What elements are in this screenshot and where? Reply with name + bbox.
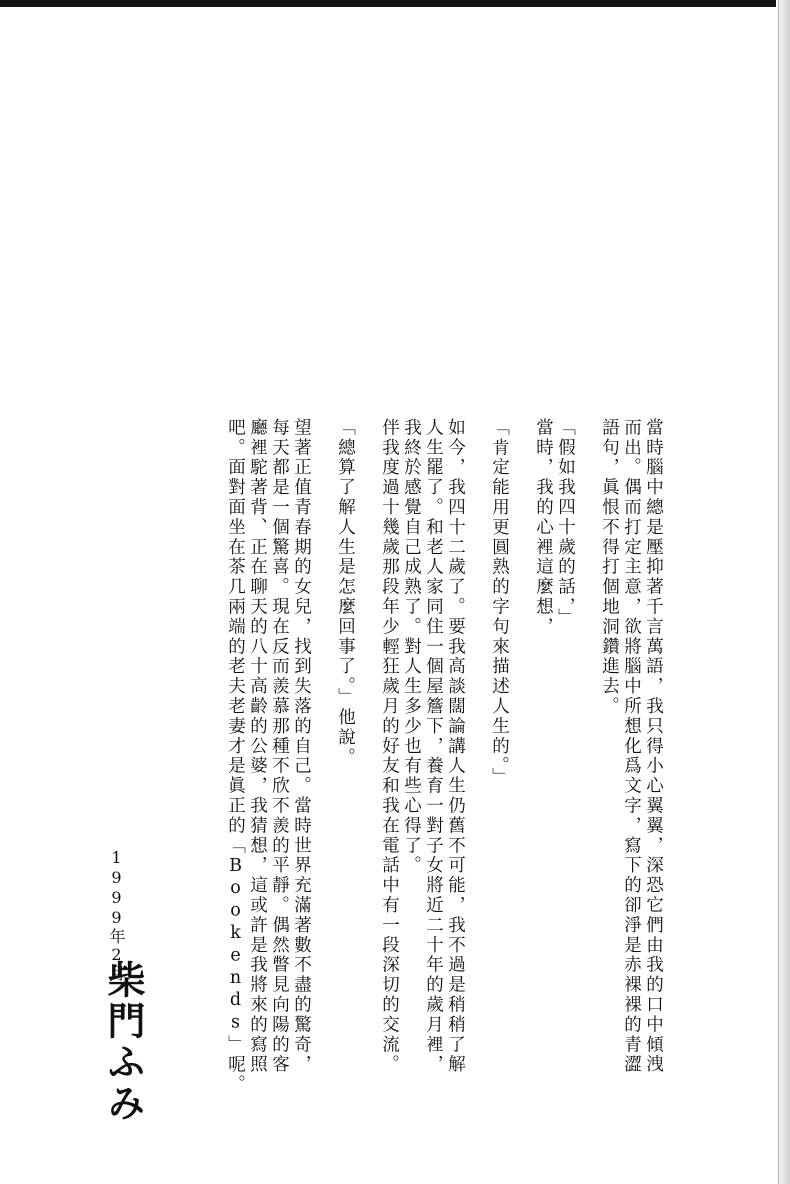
essay-column: 人生罷了。和老人家同住一個屋簷下，養育一對子女將近二十年的歲月裡，	[423, 418, 444, 1075]
essay-column: 每天都是一個驚喜。現在反而羨慕那種不欣不羨的平靜。偶然瞥見向陽的客	[269, 418, 290, 1075]
essay-column: 當時腦中總是壓抑著千言萬語，我只得小心翼翼，深恐它們由我的口中傾洩	[643, 418, 664, 1075]
essay-column: 如今，我四十二歲了。要我高談闊論講人生仍舊不可能，我不過是稍稍了解	[445, 418, 466, 1075]
author-signature: 柴門ふみ	[101, 960, 145, 1124]
essay-column: 「肯定能用更圓熟的字句來描述人生的。」	[489, 418, 510, 788]
essay-column: 吧。面對面坐在茶几兩端的老夫老妻才是眞正的「Bookends」呢。	[225, 418, 246, 1095]
essay-column: 「總算了解人生是怎麼回事了。」他說。	[335, 418, 356, 768]
essay-column: 語句，眞恨不得打個地洞鑽進去。	[599, 418, 620, 717]
page-right-edge	[776, 0, 790, 1184]
essay-column: 「假如我四十歲的話，」	[555, 418, 576, 629]
date-line: 1999年2月	[107, 848, 126, 982]
essay-column: 廳裡駝著背、正在聊天的八十高齡的公婆，我猜想，這或許是我將來的寫照	[247, 418, 268, 1075]
essay-column: 伴我度過十幾歲那段年少輕狂歲月的好友和我在電話中有一段深切的交流。	[379, 418, 400, 1075]
page-top-edge	[0, 0, 790, 7]
essay-column: 望著正值青春期的女兒，找到失落的自己。當時世界充滿著數不盡的驚奇，	[291, 418, 312, 1075]
essay-column: 而出。偶而打定主意，欲將腦中所想化爲文字，寫下的卻淨是赤裸裸的青澀	[621, 418, 642, 1075]
essay-column: 當時，我的心裡這麼想，	[533, 418, 554, 637]
essay-column: 我終於感覺自己成熟了。對人生多少也有些心得了。	[401, 418, 422, 876]
